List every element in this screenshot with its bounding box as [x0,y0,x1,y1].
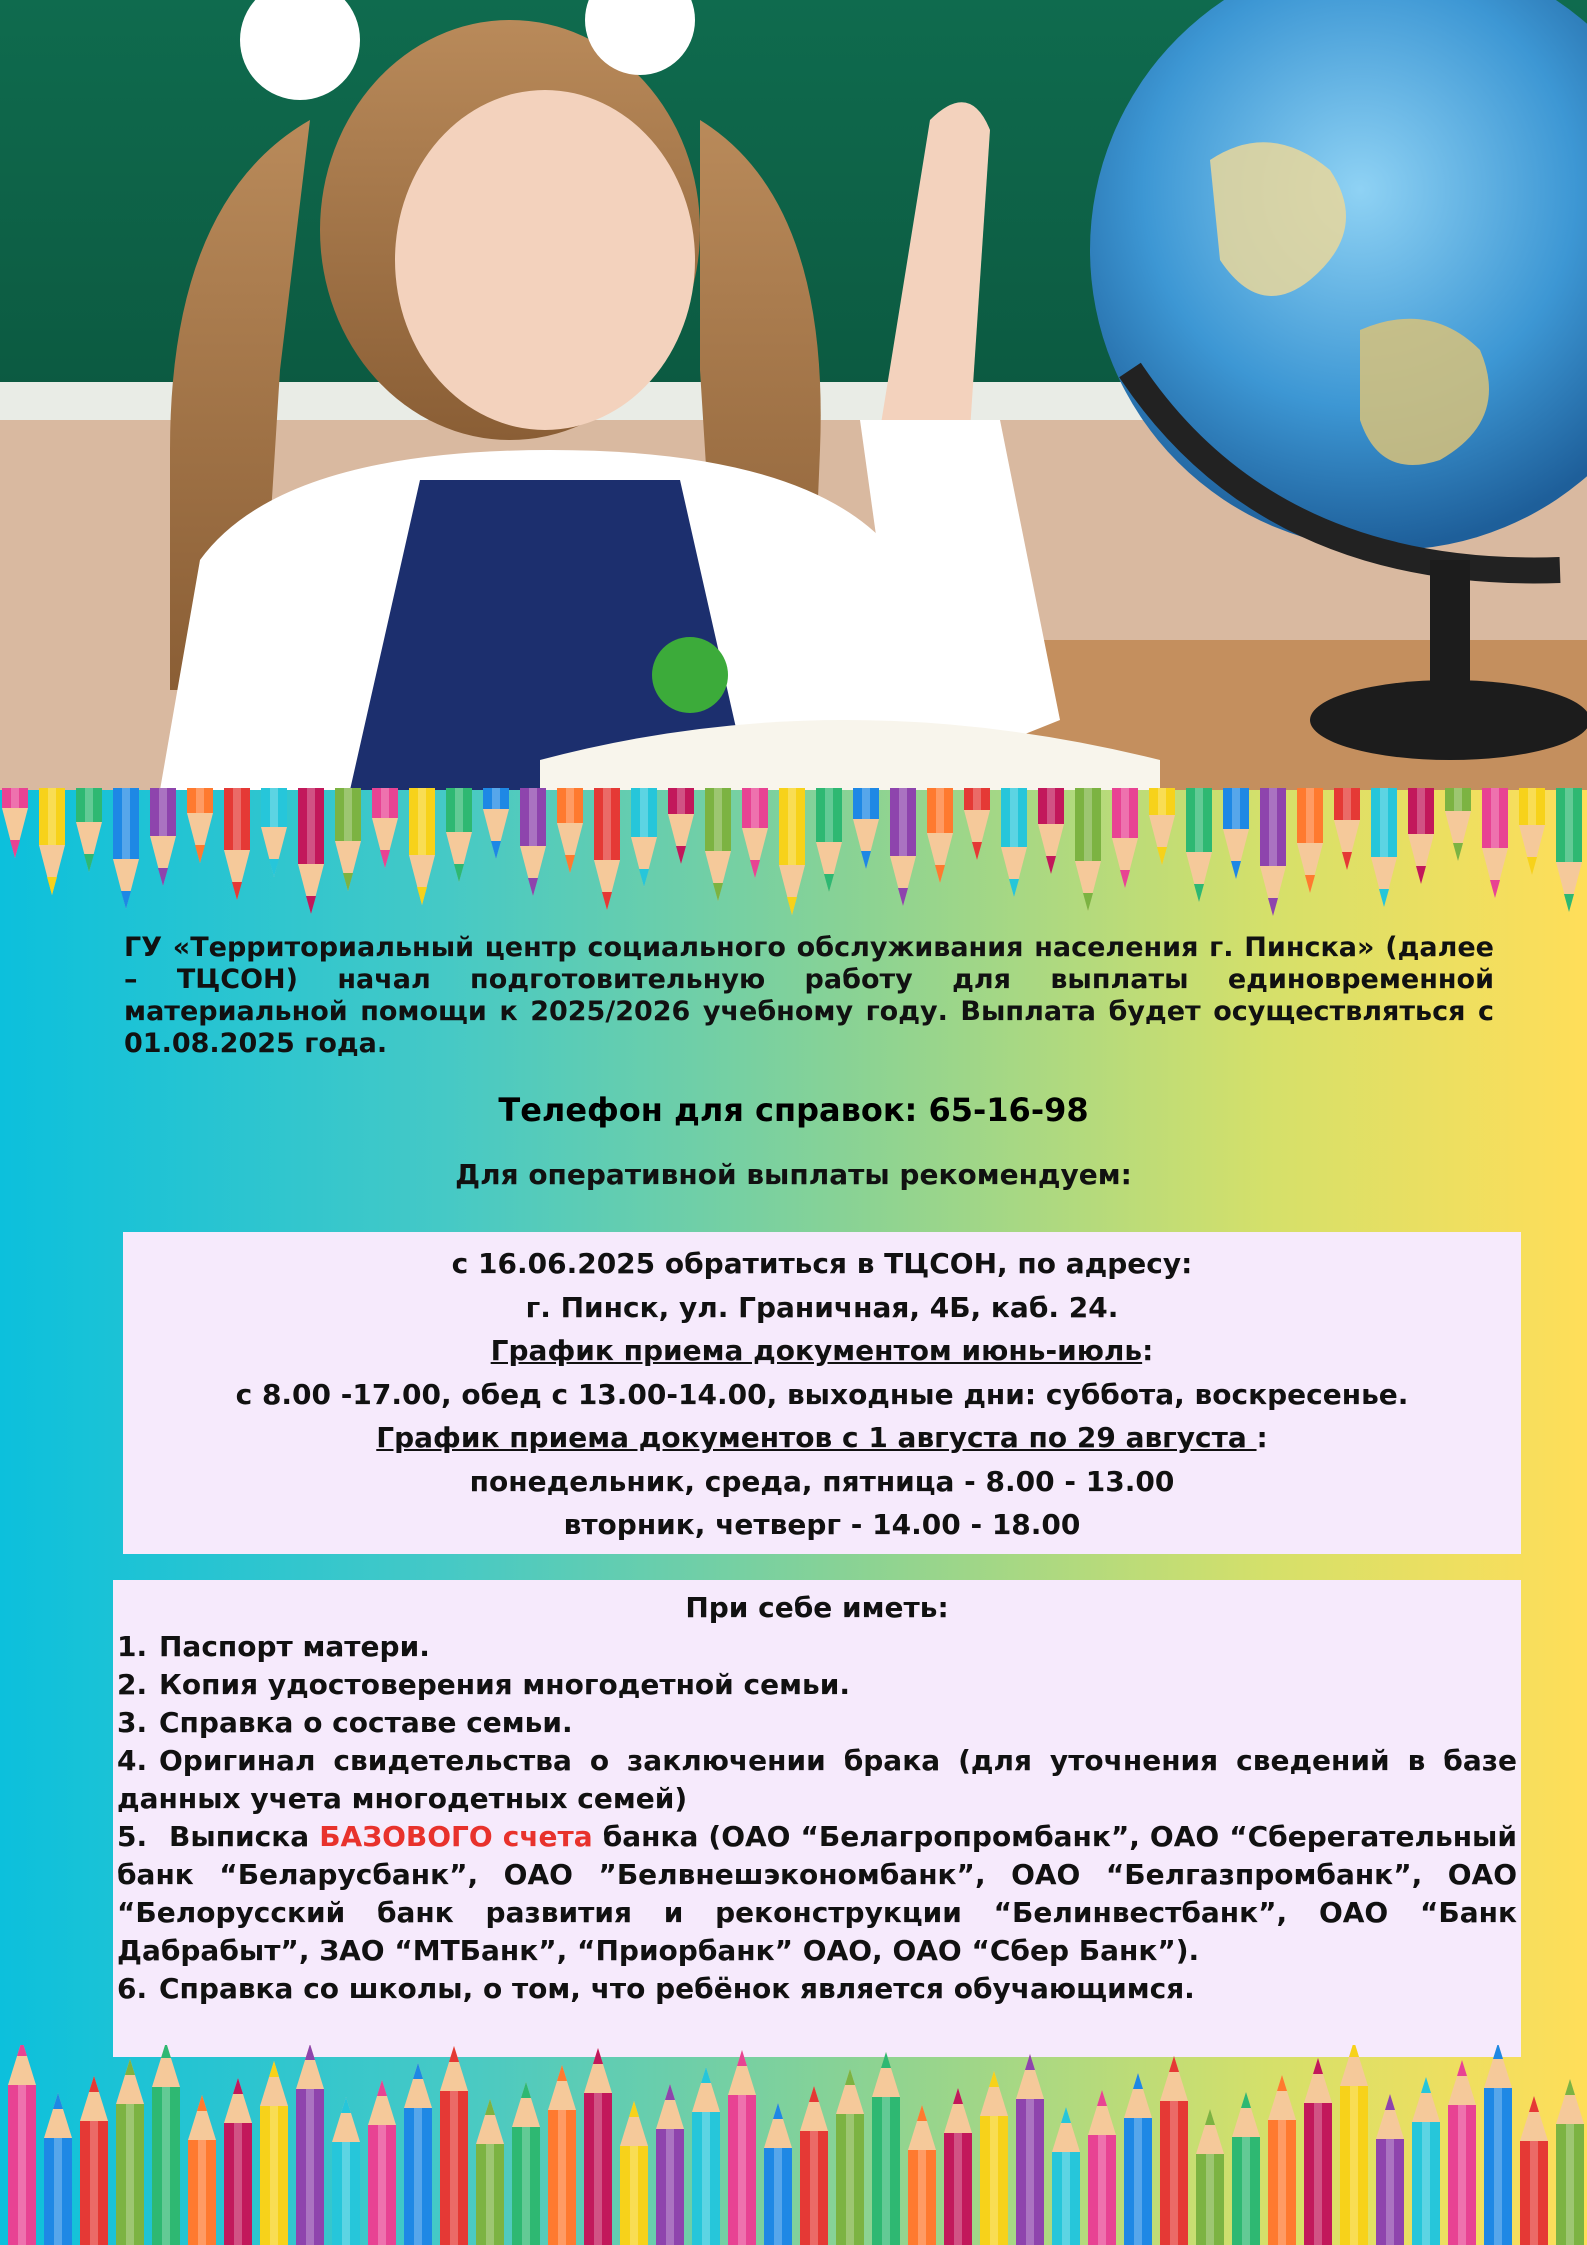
pencil [224,2078,252,2245]
pencil [964,788,990,860]
pencil [692,2067,720,2245]
pencil [1304,2058,1332,2245]
document-item-bank: 5. Выписка БАЗОВОГО счета банка (ОАО “Белагропромбанк”, ОАО “Сберегательный банк “Беларусбанк”, ОАО ”Белвнешэкономбанк”, ОАО “Белгазпромбанк”, ОАО “Белорусский банк развития и реконструкции “Белинвестбанк”, ОАО “Банк Дабрабыт”, ЗАО “МТБанк”, “Приорбанк” ОАО, ОАО “Сбер Банк”). [117,1820,1517,1967]
pencil [1371,788,1397,907]
summer-schedule-title: График приема документом июнь-июль: [490,1334,1154,1367]
pencil [332,2097,360,2245]
pencil [1520,2096,1548,2245]
pencil [1001,788,1027,897]
pencil [620,2101,648,2245]
pencil [742,788,768,878]
pencil [557,788,583,873]
pencil [152,2045,180,2245]
pencil [890,788,916,906]
pencil [335,788,361,891]
summer-hours: с 8.00 -17.00, обед с 13.00-14.00, выходные дни: суббота, воскресенье. [235,1377,1409,1411]
pencil [836,2069,864,2245]
phone-line: Телефон для справок: 65-16-98 [498,1091,1089,1129]
pencil [39,788,65,895]
pencil [1160,2056,1188,2245]
document-item: 3. Справка о составе семьи. [117,1706,573,1739]
pencil [187,788,213,863]
august-schedule-title: График приема документов с 1 августа по 29 августа : [376,1421,1268,1454]
pencil [446,788,472,882]
pencil [476,2099,504,2245]
pencil [1052,2107,1080,2245]
pencil [440,2046,468,2245]
pencil [872,2052,900,2245]
basic-account-highlight: БАЗОВОГО [319,1820,493,1853]
pencil [150,788,176,886]
pencil [512,2082,540,2245]
pencil [1297,788,1323,893]
pencil [80,2076,108,2245]
pencil [1519,788,1545,875]
pencil [116,2059,144,2245]
august-hours-2: вторник, четверг - 14.00 - 18.00 [563,1508,1081,1541]
pencil [1484,2045,1512,2245]
pencil [980,2071,1008,2245]
pencil [224,788,250,900]
document-item: 1. Паспорт матери. [117,1630,430,1663]
pencil [800,2086,828,2245]
girl-with-globe-photo [0,0,1587,790]
pencil [1268,2075,1296,2245]
pencil [1334,788,1360,870]
recommend-line: Для оперативной выплаты рекомендуем: [455,1158,1132,1191]
pencil [1408,788,1434,884]
pencil [1412,2077,1440,2245]
pencil [368,2080,396,2245]
address-line-1: с 16.06.2025 обратиться в ТЦСОН, по адресу: [451,1247,1193,1280]
pencil [1232,2092,1260,2245]
pencil [705,788,731,901]
pencil [261,788,287,877]
pencil [76,788,102,872]
pencil [372,788,398,868]
pencil [2,788,28,858]
pencil [113,788,139,909]
pencil [594,788,620,910]
intro-text: ГУ «Территориальный центр социального обслуживания населения г. Пинска» (далее – ТЦСОН) начал подготовительную работу для выплаты единовременной материальной помощи к 2025/2026 учебному году. Выплата будет осуществляться с 01.08.2025 года. [124,932,1494,1059]
pencil [1340,2045,1368,2245]
pencil [631,788,657,887]
pencil [1556,2079,1584,2245]
pencil [1445,788,1471,861]
pencil [1016,2054,1044,2245]
pencils-top-border [0,788,1587,938]
pencil [1149,788,1175,865]
pencil [1124,2073,1152,2245]
pencil [1448,2060,1476,2245]
documents-title: При себе иметь: [685,1591,949,1624]
pencil [1260,788,1286,916]
schedule-box [123,1232,1521,1554]
document-item: 6. Справка со школы, о том, что ребёнок является обучающимся. [117,1972,1195,2005]
pencil [298,788,324,914]
pencil [764,2103,792,2245]
pencil [520,788,546,896]
document-item: 4. Оригинал свидетельства о заключении брака (для уточнения сведений в базе данных учета многодетных семей) [117,1744,1517,1815]
pencil [296,2045,324,2245]
pencil [1223,788,1249,879]
pencil [779,788,805,915]
pencil [483,788,509,859]
pencil [404,2063,432,2245]
document-item: 2. Копия удостоверения многодетной семьи. [117,1668,850,1701]
pencil [548,2065,576,2245]
pencil [853,788,879,869]
pencil [1376,2094,1404,2245]
pencil [260,2061,288,2245]
pencil [908,2105,936,2245]
pencil [1556,788,1582,912]
pencils-bottom-border [0,2045,1587,2245]
august-hours-1: понедельник, среда, пятница - 8.00 - 13.00 [469,1464,1175,1498]
pencil [1186,788,1212,902]
pencil [1482,788,1508,898]
pencil [816,788,842,892]
pencil [1038,788,1064,874]
pencil [668,788,694,864]
address-line-2: г. Пинск, ул. Граничная, 4Б, каб. 24. [525,1290,1119,1324]
pencil [188,2095,216,2245]
pencil [1112,788,1138,888]
pencil [44,2093,72,2245]
pencil [409,788,435,905]
documents-box [113,1580,1521,2057]
pencil [728,2050,756,2245]
pencil [1196,2109,1224,2245]
pencil [944,2088,972,2245]
pencil [584,2048,612,2245]
pencil [927,788,953,883]
pencil [656,2084,684,2245]
pencil [8,2045,36,2245]
pencil [1075,788,1101,911]
pencil [1088,2090,1116,2245]
